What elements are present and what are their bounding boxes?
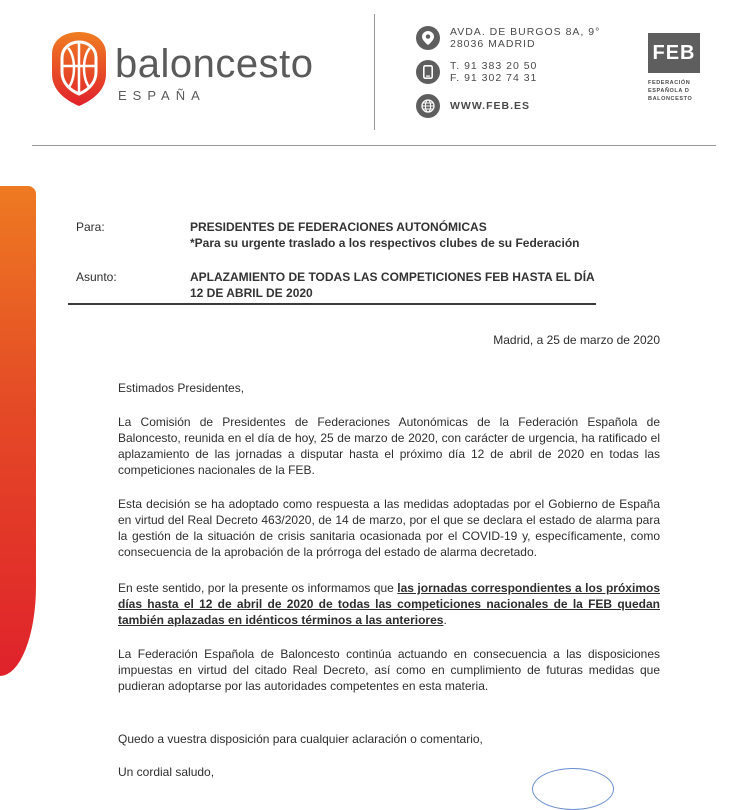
location-pin-icon [416,26,440,50]
header-divider [374,14,375,130]
recipient-line: PRESIDENTES DE FEDERACIONES AUTONÓMICAS [190,220,487,234]
logo-subtitle: ESPAÑA [118,88,206,103]
header-rule [32,145,716,146]
phone-number: T. 91 383 20 50 [450,60,538,72]
web-link[interactable]: WWW.FEB.ES [450,100,530,112]
paragraph-1: La Comisión de Presidentes de Federaciones Autonómicas de la Federación Española de Baloncesto, reunida en el día de hoy, 25 de marzo de 2020, con carácter de urgencia, ha ratificado el aplazamiento de las jornadas a disputar hasta el próximo día 12 de abril de 2020 en todas las competiciones nacionales de la FEB. [118,415,660,477]
address-line: AVDA. DE BURGOS 8A, 9° [450,26,601,38]
baloncesto-logo [50,30,320,110]
closing: Un cordial saludo, [118,765,215,779]
feb-line: BALONCESTO [648,96,693,102]
feb-line: ESPAÑOLA D [648,88,690,94]
para-label: Para: [76,220,105,234]
postal-line: 28036 MADRID [450,38,536,50]
paragraph-4: La Federación Española de Baloncesto continúa actuando en consecuencia a las disposiciones impuestas en virtud del citado Real Decreto, así como en cumplimiento de futuras medidas que pudieran adoptarse por las autoridades competentes en esta materia. [118,647,660,693]
logo-wordmark: baloncesto [115,42,314,86]
signature-stamp [532,768,614,810]
subject-line: APLAZAMIENTO DE TODAS LAS COMPETICIONES FEB HASTA EL DÍA [190,270,595,284]
fax-number: F. 91 302 74 31 [450,72,538,84]
paragraph-5: Quedo a vuestra disposición para cualquier aclaración o comentario, [118,732,483,746]
web-row [416,94,530,118]
paragraph-3-highlight: las jornadas correspondientes a los próximos días hasta el 12 de abril de 2020 de todas las competiciones nacionales de la FEB quedan también aplazadas en idénticos términos a las anteriores [118,581,660,627]
asunto-label: Asunto: [76,270,117,284]
paragraph-3-end: . [443,613,447,627]
address-text [450,26,600,50]
feb-abbrev: FEB [648,33,700,73]
greeting: Estimados Presidentes, [118,381,245,395]
phone-text [450,60,537,84]
paragraph-2: Esta decisión se ha adoptado como respuesta a las medidas adoptadas por el Gobierno de España en virtud del Real Decreto 463/2020, de 14 de marzo, por el que se declara el estado de alarma para la gestión de la situación de crisis sanitaria ocasionada por el COVID-19 y, específicamente, como consecuencia de la aprobación de la prórroga del estado de alarma decretado. [118,497,660,559]
feb-fullname [648,79,702,103]
subject-line-2: 12 DE ABRIL DE 2020 [190,286,313,300]
feb-logo [648,33,702,103]
phone-icon [416,60,440,84]
basketball-shield-icon [50,30,108,108]
subject-underline [68,303,596,305]
paragraph-3-start: En este sentido, por la presente os informamos que [118,581,398,595]
feb-line: FEDERACIÓN [648,80,691,86]
address-row [416,26,600,50]
globe-icon [416,94,440,118]
decorative-side-strip [0,186,36,676]
phone-row [416,60,537,84]
letter-date: Madrid, a 25 de marzo de 2020 [493,333,660,347]
paragraph-3 [118,580,660,628]
recipient-note: *Para su urgente traslado a los respectivos clubes de su Federación [190,236,580,250]
